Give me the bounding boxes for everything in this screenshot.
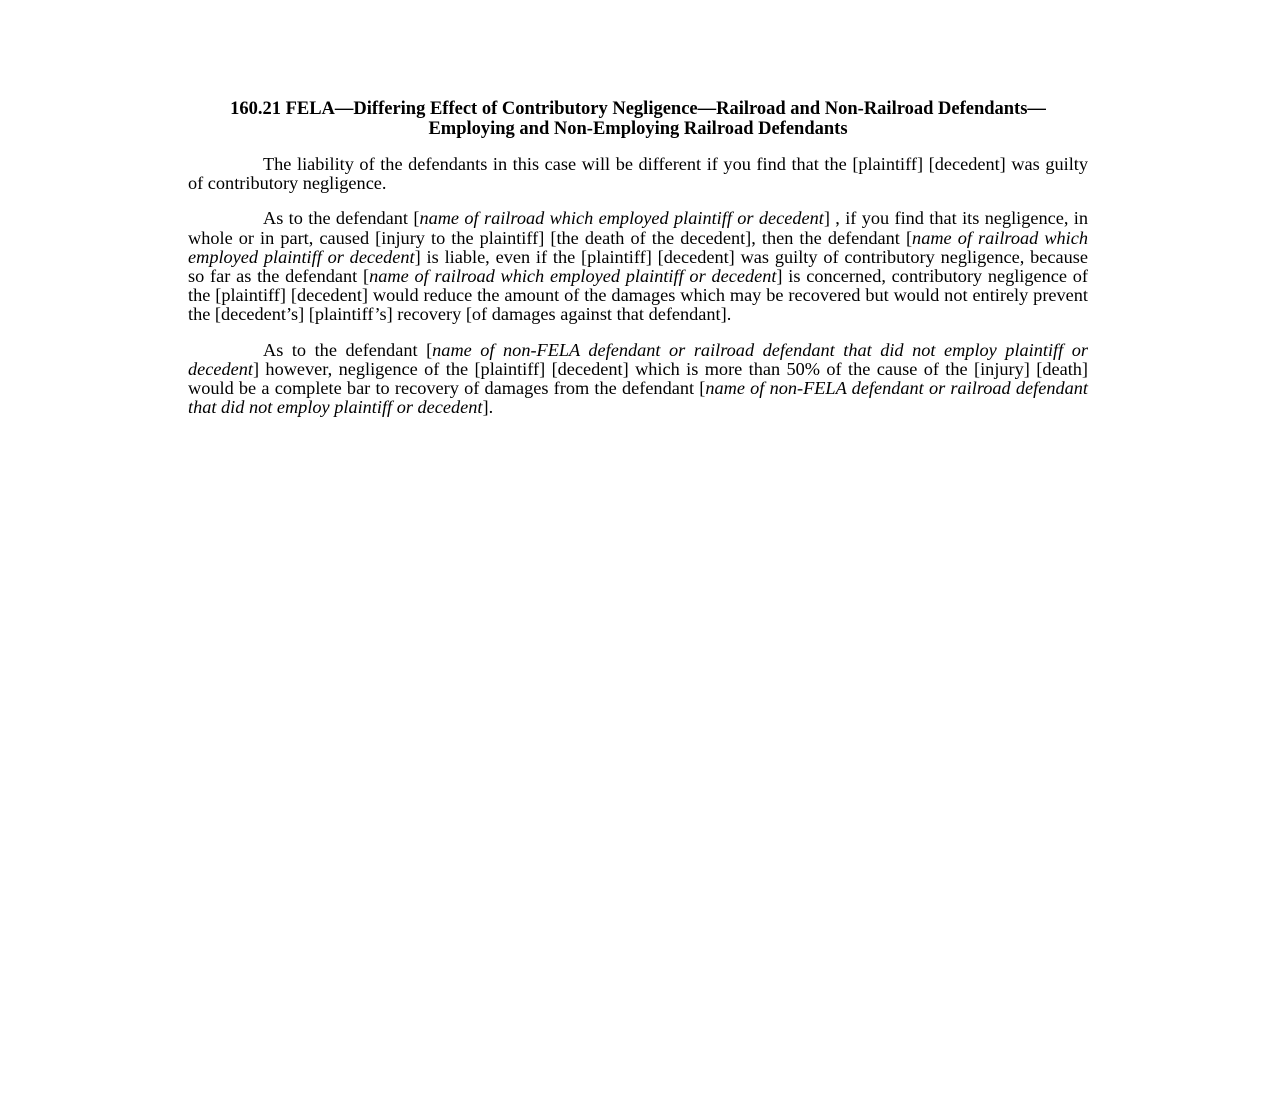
text: ]. — [482, 397, 494, 418]
placeholder-text: name of non-FELA defendant or railroad defendant that did not employ plaintiff or decedent — [188, 378, 1088, 418]
placeholder-text: name of non-FELA defendant or railroad defendant that did not employ plaintiff or decedent — [188, 339, 1088, 379]
text: ] is concerned, contributory negligence of the [plaintiff] [decedent] would reduce the amount of the damages which may be recovered but would not entirely prevent the [decedent’s] [plaintiff’s] recovery [of damages against that defendant]. — [188, 266, 1089, 325]
text: The liability of the defendants in this case will be different if you find that the [plaintiff] [decedent] was guilty of contributory negligence. — [188, 154, 1088, 194]
text: ] is liable, even if the [plaintiff] [decedent] was guilty of contributory negligence, because so far as the defendant [ — [188, 246, 1088, 287]
placeholder-text: name of railroad which employed plaintiff or decedent — [369, 266, 777, 287]
paragraph-3 — [188, 341, 1088, 418]
text: As to the defendant [ — [263, 208, 420, 229]
paragraph-2 — [188, 209, 1088, 324]
text: ] however, negligence of the [plaintiff] [decedent] which is more than 50% of the cause of the [injury] [death] would be a complete bar to recovery of damages from the defendant [ — [188, 358, 1088, 399]
text: ] , if you find that its negligence, in whole or in part, caused [injury to the plaintiff] [the death of the decedent], then the defendant [ — [188, 208, 1089, 248]
document-page — [188, 100, 1088, 433]
paragraph-1 — [188, 155, 1088, 193]
placeholder-text: name of railroad which employed plaintiff or decedent — [419, 208, 824, 229]
text: As to the defendant [ — [263, 339, 433, 360]
placeholder-text: name of railroad which employed plaintiff or decedent — [188, 227, 1088, 267]
document-title: 160.21 FELA—Differing Effect of Contributory Negligence—Railroad and Non-Railroad Defendants—Employing and Non-Employing Railroad Defendants — [230, 99, 1046, 139]
